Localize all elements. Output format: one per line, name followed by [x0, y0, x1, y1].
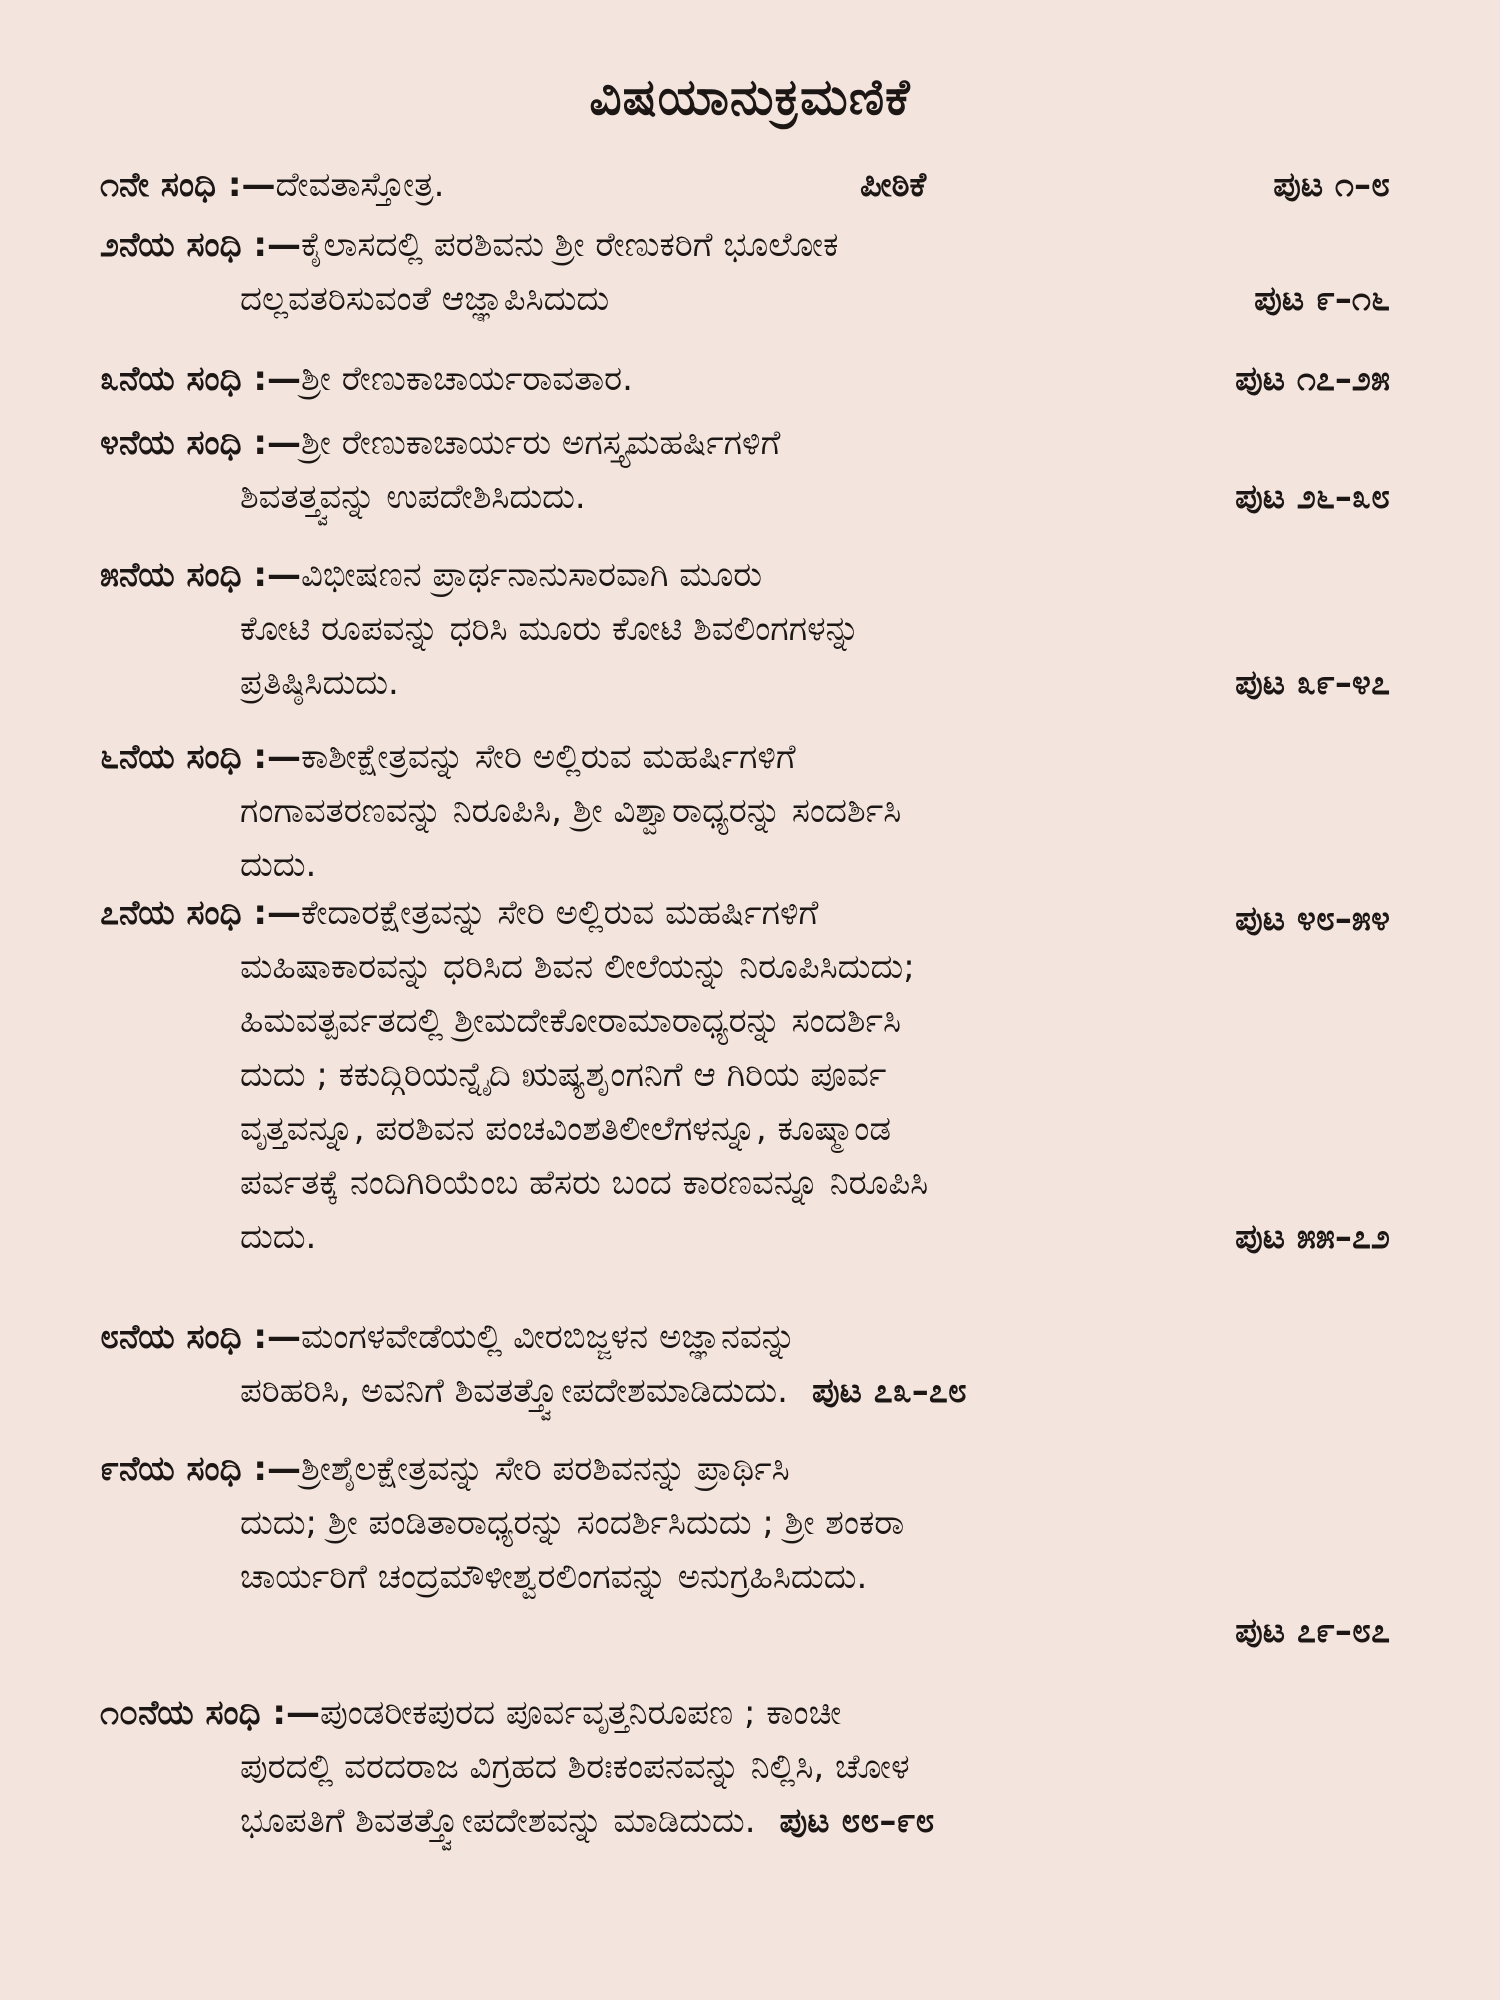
toc-line [100, 1604, 1390, 1658]
toc-line [100, 940, 1390, 994]
toc-entry [100, 1310, 1390, 1418]
section-heading: ೭ನೆಯ ಸಂಧಿ :— [100, 893, 301, 933]
toc-entry [100, 158, 1390, 212]
section-description: ಮಂಗಳವೇಡೆಯಲ್ಲಿ ವೀರಬಿಜ್ಜಳನ ಅಜ್ಞಾನವನ್ನು [300, 1317, 796, 1357]
section-heading: ೨ನೆಯ ಸಂಧಿ :— [100, 225, 301, 265]
section-description: ಶ್ರೀ ರೇಣುಕಾಚಾರ್ಯರಾವತಾರ. [300, 359, 633, 399]
toc-line [100, 886, 1390, 940]
toc-line [100, 548, 1390, 602]
section-description: ದುದು. [240, 1217, 317, 1257]
section-description: ದುದು ; ಕಕುದ್ಗಿರಿಯನ್ನೈದಿ ಋಷ್ಯಶೃಂಗನಿಗೆ ಆ ಗಿರಿಯ ಪೂರ್ವ [240, 1055, 887, 1095]
page-range: ಪುಟ ೪೮–೫೪ [1235, 899, 1390, 939]
toc-entry [100, 218, 1390, 326]
toc-line [100, 1686, 1390, 1740]
page-range: ಪುಟ ೯–೧೬ [1254, 279, 1390, 319]
toc-line [100, 1794, 1390, 1848]
toc-line [100, 1442, 1390, 1496]
section-description: ಪ್ರತಿಷ್ಠಿಸಿದುದು. [240, 663, 399, 703]
section-heading: ೯ನೆಯ ಸಂಧಿ :— [100, 1449, 301, 1489]
section-description: ವೃತ್ತವನ್ನೂ, ಪರಶಿವನ ಪಂಚವಿಂಶತಿಲೀಲೆಗಳನ್ನೂ, ಕೂಷ್ಮಾಂಡ [240, 1109, 891, 1149]
toc-line [100, 1364, 1390, 1418]
section-description: ಪುರದಲ್ಲಿ ವರದರಾಜ ವಿಗ್ರಹದ ಶಿರಃಕಂಪನವನ್ನು ನಿಲ್ಲಿಸಿ, ಚೋಳ [240, 1747, 910, 1787]
toc-line [100, 1210, 1390, 1264]
toc-line [100, 1740, 1390, 1794]
section-heading: ೧ನೇ ಸಂಧಿ :— [100, 165, 276, 205]
section-heading: ೩ನೆಯ ಸಂಧಿ :— [100, 359, 301, 399]
toc-line [100, 1156, 1390, 1210]
toc-entry [100, 548, 1390, 710]
section-description: ಹಿಮವತ್ಪರ್ವತದಲ್ಲಿ ಶ್ರೀಮದೇಕೋರಾಮಾರಾಧ್ಯರನ್ನು ಸಂದರ್ಶಿಸಿ [240, 1001, 902, 1041]
toc-line [100, 838, 1390, 892]
section-heading: ೬ನೆಯ ಸಂಧಿ :— [100, 737, 301, 777]
section-description: ಶ್ರೀಶೈಲಕ್ಷೇತ್ರವನ್ನು ಸೇರಿ ಪರಶಿವನನ್ನು ಪ್ರಾರ್ಥಿಸಿ [300, 1449, 790, 1489]
section-heading: ೮ನೆಯ ಸಂಧಿ :— [100, 1317, 301, 1357]
toc-line [100, 784, 1390, 838]
page-range: ಪುಟ ೭೯–೮೭ [1235, 1611, 1390, 1651]
section-description: ದುದು; ಶ್ರೀ ಪಂಡಿತಾರಾಧ್ಯರನ್ನು ಸಂದರ್ಶಿಸಿದುದು ; ಶ್ರೀ ಶಂಕರಾ [240, 1503, 905, 1543]
section-description: ಭೂಪತಿಗೆ ಶಿವತತ್ತ್ವೋಪದೇಶವನ್ನು ಮಾಡಿದುದು. [240, 1801, 756, 1841]
section-description: ಶ್ರೀ ರೇಣುಕಾಚಾರ್ಯರು ಅಗಸ್ತ್ಯಮಹರ್ಷಿಗಳಿಗೆ [300, 423, 781, 463]
section-description: ಕೇದಾರಕ್ಷೇತ್ರವನ್ನು ಸೇರಿ ಅಲ್ಲಿರುವ ಮಹರ್ಷಿಗಳಿಗೆ [300, 893, 819, 933]
toc-line [100, 730, 1390, 784]
section-heading: ೧೦ನೆಯ ಸಂಧಿ :— [100, 1693, 321, 1733]
section-description: ಪರ್ವತಕ್ಕೆ ನಂದಿಗಿರಿಯೆಂಬ ಹೆಸರು ಬಂದ ಕಾರಣವನ್ನೂ ನಿರೂಪಿಸಿ [240, 1163, 929, 1203]
toc-line [100, 158, 1390, 212]
toc-entry [100, 1442, 1390, 1658]
section-description: ಕೋಟಿ ರೂಪವನ್ನು ಧರಿಸಿ ಮೂರು ಕೋಟಿ ಶಿವಲಿಂಗಗಳನ್ನು [240, 609, 860, 649]
page-range: ಪುಟ ೫೫–೭೨ [1235, 1217, 1390, 1257]
section-heading: ೫ನೆಯ ಸಂಧಿ :— [100, 555, 301, 595]
page-range: ಪುಟ ೨೬–೩೮ [1235, 477, 1390, 517]
section-description: ದೇವತಾಸ್ತೋತ್ರ. [275, 165, 445, 205]
section-description: ಗಂಗಾವತರಣವನ್ನು ನಿರೂಪಿಸಿ, ಶ್ರೀ ವಿಶ್ವಾರಾಧ್ಯರನ್ನು ಸಂದರ್ಶಿಸಿ [240, 791, 902, 831]
toc-line [100, 994, 1390, 1048]
toc-line [100, 1048, 1390, 1102]
toc-entry [100, 416, 1390, 524]
section-description: ಕಾಶೀಕ್ಷೇತ್ರವನ್ನು ಸೇರಿ ಅಲ್ಲಿರುವ ಮಹರ್ಷಿಗಳಿಗೆ [300, 737, 796, 777]
page-range: ಪುಟ ೮೮–೯೮ [779, 1801, 935, 1841]
toc-line [100, 1102, 1390, 1156]
toc-line [100, 470, 1390, 524]
page-range: ಪುಟ ೧–೮ [1273, 165, 1390, 205]
toc-line [100, 1496, 1390, 1550]
toc-line [100, 352, 1390, 406]
section-heading: ೪ನೆಯ ಸಂಧಿ :— [100, 423, 301, 463]
page-range: ಪುಟ ೧೭–೨೫ [1235, 359, 1390, 399]
section-description: ಪುಂಡರೀಕಪುರದ ಪೂರ್ವವೃತ್ತನಿರೂಪಣ ; ಕಾಂಚೀ [320, 1693, 842, 1733]
section-description: ಮಹಿಷಾಕಾರವನ್ನು ಧರಿಸಿದ ಶಿವನ ಲೀಲೆಯನ್ನು ನಿರೂಪಿಸಿದುದು; [240, 947, 915, 987]
section-description: ಪರಿಹರಿಸಿ, ಅವನಿಗೆ ಶಿವತತ್ತ್ವೋಪದೇಶಮಾಡಿದುದು. [240, 1371, 788, 1411]
page-range: ಪುಟ ೭೩–೭೮ [811, 1371, 967, 1411]
toc-line [100, 416, 1390, 470]
section-description: ಚಾರ್ಯರಿಗೆ ಚಂದ್ರಮೌಳೀಶ್ವರಲಿಂಗವನ್ನು ಅನುಗ್ರಹಿಸಿದುದು. [240, 1557, 868, 1597]
page-range: ಪುಟ ೩೯–೪೭ [1235, 663, 1390, 703]
toc-entry [100, 1686, 1390, 1848]
toc-entry [100, 352, 1390, 406]
toc-line [100, 602, 1390, 656]
toc-line [100, 1550, 1390, 1604]
toc-line [100, 218, 1390, 272]
section-description: ದಲ್ಲವತರಿಸುವಂತೆ ಆಜ್ಞಾಪಿಸಿದುದು [240, 279, 610, 319]
section-description: ಕೈಲಾಸದಲ್ಲಿ ಪರಶಿವನು ಶ್ರೀ ರೇಣುಕರಿಗೆ ಭೂಲೋಕ [300, 225, 839, 265]
page-title: ವಿಷಯಾನುಕ್ರಮಣಿಕೆ [589, 68, 911, 126]
toc-entry [100, 886, 1390, 1264]
section-label: ಪೀಠಿಕೆ [860, 165, 927, 205]
section-description: ವಿಭೀಷಣನ ಪ್ರಾರ್ಥನಾನುಸಾರವಾಗಿ ಮೂರು [300, 555, 763, 595]
section-description: ಶಿವತತ್ತ್ವವನ್ನು ಉಪದೇಶಿಸಿದುದು. [240, 477, 586, 517]
section-description: ದುದು. [240, 845, 317, 885]
toc-line [100, 272, 1390, 326]
toc-line [100, 656, 1390, 710]
toc-line [100, 1310, 1390, 1364]
